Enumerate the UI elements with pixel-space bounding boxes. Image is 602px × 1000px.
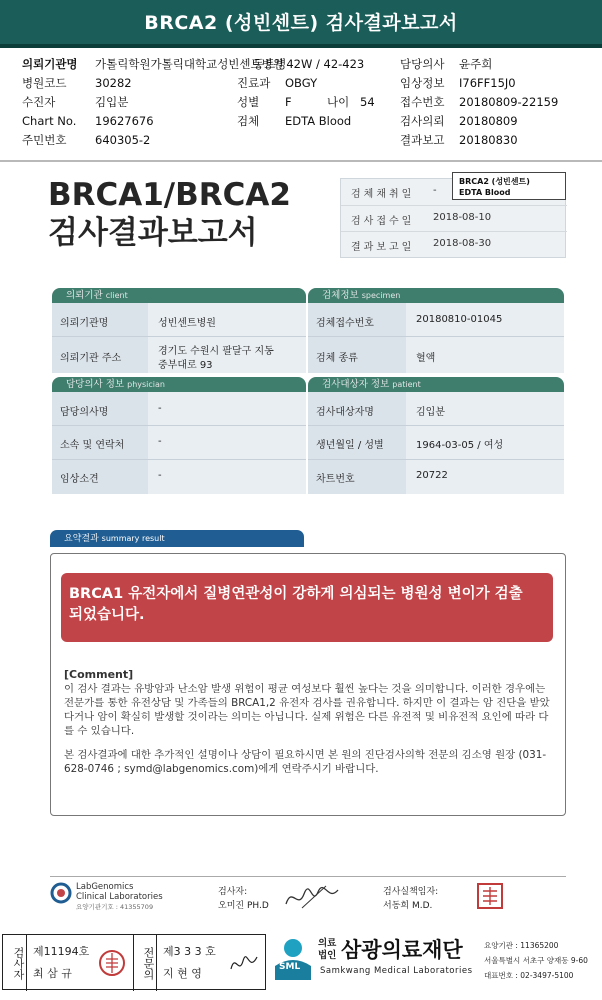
stamp-line: BRCA2 (성빈센트) bbox=[459, 177, 530, 186]
comment-paragraph: 본 검사결과에 대한 추가적인 설명이나 상담이 필요하시면 본 원의 진단검사의학 전문의 김소영 원장 (031-628-0746 ; symd@labgenomics.com)에게 연락주시기 바랍니다. bbox=[64, 749, 547, 775]
patient-section-header: 검사대상자 정보 patient bbox=[308, 377, 564, 392]
result-line: 되었습니다. bbox=[69, 607, 145, 623]
specialist-col-label: 전문의 bbox=[133, 935, 157, 991]
specimen-table bbox=[308, 303, 564, 373]
date-value: 2018-08-30 bbox=[433, 238, 492, 249]
physician-value: - bbox=[158, 470, 162, 481]
label-dept: 진료과 bbox=[237, 76, 271, 90]
summary-result bbox=[61, 573, 553, 642]
specimen-value: 혈액 bbox=[416, 353, 436, 364]
org-address: 서울특별시 서초구 양재동 9-60 bbox=[484, 956, 588, 965]
tester-name: 최 삼 규 bbox=[33, 967, 72, 980]
label-request: 검사의뢰 bbox=[400, 114, 445, 128]
patient-label: 차트번호 bbox=[316, 474, 355, 485]
date-label: 결과보고일 bbox=[351, 242, 415, 253]
specimen-stamp bbox=[452, 172, 566, 200]
ward-info: 동트병42W / 42-423 bbox=[253, 57, 365, 71]
label-patient: 수진자 bbox=[22, 95, 56, 109]
label-chart: Chart No. bbox=[22, 114, 77, 128]
director-name: 서동희 M.D. bbox=[383, 901, 433, 911]
clinical-info: I76FF15J0 bbox=[459, 76, 516, 90]
resident-id: 640305-2 bbox=[95, 133, 151, 147]
physician-table bbox=[52, 392, 306, 494]
result-line: BRCA1 유전자에서 질병연관성이 강하게 의심되는 병원성 변이가 검출 bbox=[69, 586, 523, 602]
client-section-header: 의뢰기관 client bbox=[52, 288, 306, 303]
patient-table bbox=[308, 392, 564, 494]
org-type: 의료 법인 bbox=[318, 938, 337, 961]
specialist-name: 지 현 영 bbox=[163, 967, 202, 980]
specialist-license: 제3 3 3 호 bbox=[163, 945, 216, 958]
request-date: 20180809 bbox=[459, 114, 518, 128]
specimen: EDTA Blood bbox=[285, 114, 352, 128]
client-address-2: 중부대로 93 bbox=[158, 360, 213, 371]
label-client: 의뢰기관명 bbox=[22, 57, 78, 71]
patient-name: 김입분 bbox=[95, 95, 129, 109]
tester-seal-icon bbox=[98, 949, 126, 977]
lab-logo-text: LabGenomics Clinical Laboratories 요양기관기호 : 41355709 bbox=[76, 882, 163, 911]
physician-label: 소속 및 연락처 bbox=[60, 440, 125, 451]
labgenomics-logo-icon bbox=[50, 882, 72, 904]
patient-value: 김입분 bbox=[416, 407, 445, 418]
client-label: 의뢰기관명 bbox=[60, 318, 109, 329]
tester-label: 검사자: bbox=[218, 887, 248, 897]
director-seal-icon bbox=[476, 882, 504, 910]
label-sex: 성별 bbox=[237, 95, 260, 109]
patient-value: 20722 bbox=[416, 470, 448, 481]
specimen-value: 20180810-01045 bbox=[416, 314, 503, 325]
date-value: 2018-08-10 bbox=[433, 212, 492, 223]
sml-label: SML bbox=[279, 962, 301, 972]
org-name: 삼광의료재단 bbox=[341, 938, 463, 962]
sex: F bbox=[285, 95, 292, 109]
specimen-label: 검체접수번호 bbox=[316, 318, 374, 329]
comment bbox=[64, 668, 554, 786]
label-report: 결과보고 bbox=[400, 133, 445, 147]
org-code: 요양기관 : 11365200 bbox=[484, 941, 559, 950]
label-id: 주민번호 bbox=[22, 133, 67, 147]
report-date: 20180830 bbox=[459, 133, 518, 147]
org-name-en: Samkwang Medical Laboratories bbox=[320, 966, 473, 976]
stamp-line: EDTA Blood bbox=[459, 188, 511, 197]
client-value: 성빈센트병원 bbox=[158, 318, 216, 329]
physician-value: - bbox=[158, 436, 162, 447]
physician-section-header: 담당의사 정보 physician bbox=[52, 377, 306, 392]
chart-no: 19627676 bbox=[95, 114, 154, 128]
label-receipt: 접수번호 bbox=[400, 95, 445, 109]
summary-header: 요약결과 summary result bbox=[50, 530, 304, 547]
hospital-code: 30282 bbox=[95, 76, 132, 90]
report-header: BRCA2 (성빈센트) 검사결과보고서 bbox=[0, 0, 602, 48]
receipt-no: 20180809-22159 bbox=[459, 95, 559, 109]
tester-license: 제11194호 bbox=[33, 945, 90, 958]
comment-paragraph: 이 검사 결과는 유방암과 난소암 발생 위험이 평균 여성보다 훨씬 높다는 것을 의미합니다. 이러한 경우에는 전문가를 통한 유전상담 및 가족들의 BRCA1,2 유전자 검사를 권유합니다. 하지만 이 결과는 암 진단을 받았다거나 암이 확실히 발생할 것이라는 의미는 아닙니다. 실제 위험은 다른 유전적 및 비유전적 요인에 따라 다를 수 있습니다. bbox=[64, 683, 550, 737]
dept: OBGY bbox=[285, 76, 318, 90]
specimen-label: 검체 종류 bbox=[316, 353, 358, 364]
label-age: 나이 bbox=[327, 95, 350, 109]
report-title-ko: 검사결과보고서 bbox=[48, 215, 258, 251]
director-label: 검사실책임자: bbox=[383, 887, 439, 897]
physician-value: - bbox=[158, 403, 162, 414]
signature-panel bbox=[2, 934, 266, 990]
physician-label: 임상소견 bbox=[60, 474, 99, 485]
date-value: - bbox=[433, 185, 437, 196]
patient-value: 1964-03-05 / 여성 bbox=[416, 440, 504, 451]
client-address: 경기도 수원시 팔달구 지동 bbox=[158, 346, 274, 357]
age: 54 bbox=[360, 95, 375, 109]
comment-title: [Comment] bbox=[64, 668, 134, 681]
client-label: 의뢰기관 주소 bbox=[60, 353, 122, 364]
sml-logo-icon bbox=[272, 936, 314, 984]
label-hospital-code: 병원코드 bbox=[22, 76, 67, 90]
divider bbox=[0, 160, 602, 162]
client-table bbox=[52, 303, 306, 373]
patient-label: 생년월일 / 성별 bbox=[316, 440, 384, 451]
specialist-signature-icon bbox=[227, 949, 261, 977]
date-label: 검사접수일 bbox=[351, 216, 415, 227]
client-name: 가톨릭학원가톨릭대학교성빈센트병원 bbox=[95, 57, 284, 71]
label-doctor: 담당의사 bbox=[400, 57, 445, 71]
org-tel: 대표번호 : 02-3497-5100 bbox=[484, 971, 574, 980]
footer-divider bbox=[50, 876, 566, 877]
specimen-section-header: 검체정보 specimen bbox=[308, 288, 564, 303]
label-specimen: 검체 bbox=[237, 114, 260, 128]
patient-label: 검사대상자명 bbox=[316, 407, 374, 418]
patient-info bbox=[22, 55, 78, 74]
doctor-name: 윤주희 bbox=[459, 57, 493, 71]
physician-label: 담당의사명 bbox=[60, 407, 109, 418]
date-label: 검체채취일 bbox=[351, 189, 415, 200]
tester-name: 오미진 PH.D bbox=[218, 901, 269, 911]
tester-signature-icon bbox=[282, 880, 342, 914]
report-title-en: BRCA1/BRCA2 bbox=[48, 177, 291, 213]
tester-col-label: 검사자 bbox=[3, 935, 27, 991]
label-clinical: 임상정보 bbox=[400, 76, 445, 90]
